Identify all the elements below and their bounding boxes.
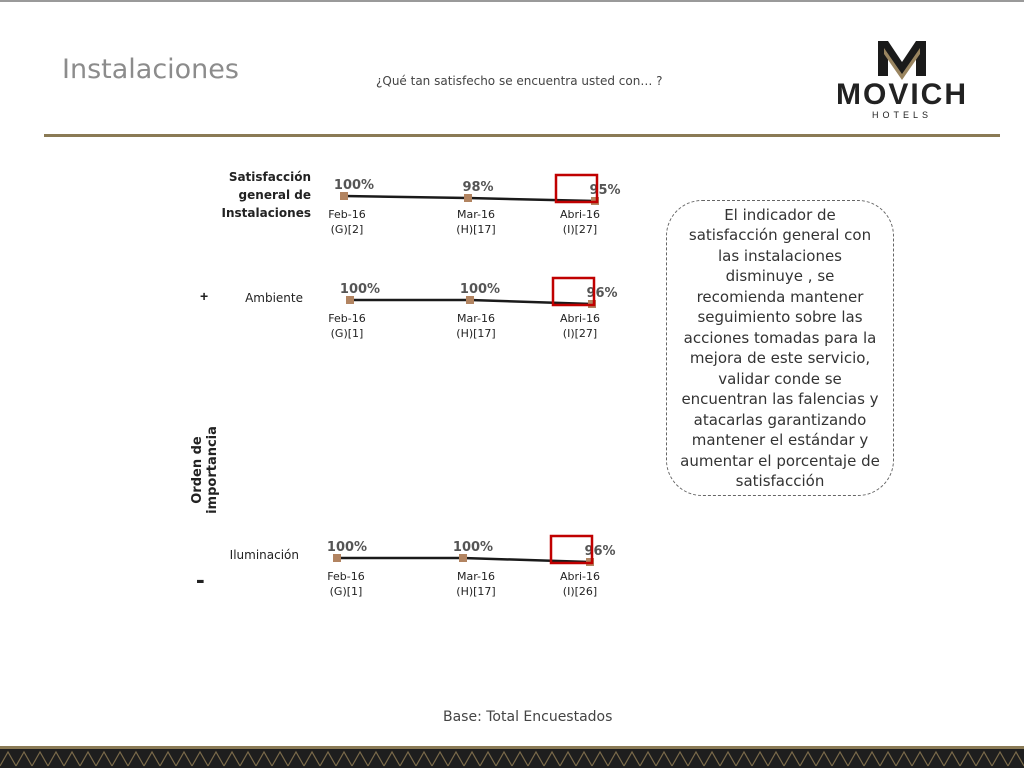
footer-chevron [864,752,880,766]
data-point-1-1 [466,296,474,304]
recommendation-text: El indicador de satisfacción general con las instalaciones disminuye , se recomienda mantener seguimiento sobre las acciones tomadas para la mejora de este servicio, validar conde se encuentran las falencias y atacarlas garantizando mantener el estándar y aumentar el porcentaje de satisfacción [680,205,880,490]
footer-chevron [656,752,672,766]
base-label-0-2: (I)[27] [562,223,598,236]
footer-chevron [336,752,352,766]
header-divider [44,134,1000,137]
decorative-footer-band [0,746,1024,768]
footer-chevron [800,752,816,766]
footer-chevron [960,752,976,766]
base-label-1-2: (I)[27] [562,327,598,340]
footer-chevron [352,752,368,766]
footer-chevron [736,752,752,766]
metric-label-general: Satisfacción general de Instalaciones [221,170,311,220]
footer-chevron [416,752,432,766]
footer-chevron [912,752,928,766]
footer-chevron [496,752,512,766]
data-label-0-1: 98% [462,180,494,195]
data-point-2-1 [459,554,467,562]
metric-label-iluminacion: Iluminación [229,548,299,562]
footer-chevron [208,752,224,766]
footer-chevron [224,752,240,766]
tick-label-0-0: Feb-16 [328,208,366,221]
footer-chevron [784,752,800,766]
data-label-1-1: 100% [459,282,501,297]
tick-label-2-0: Feb-16 [327,570,365,583]
data-point-0-0 [340,192,348,200]
base-label-2-0: (G)[1] [329,585,363,598]
page-title: Instalaciones [62,54,239,85]
footer-chevron [368,752,384,766]
footer-pattern [0,749,1024,768]
footer-chevron [928,752,944,766]
data-point-0-1 [464,194,472,202]
footer-chevron [704,752,720,766]
footer-chevron [240,752,256,766]
footer-chevron [480,752,496,766]
footer-chevron [592,752,608,766]
footer-chevron [880,752,896,766]
footer-chevron [672,752,688,766]
footer-chevron [304,752,320,766]
base-label-2-1: (H)[17] [456,585,496,598]
tick-label-2-1: Mar-16 [456,570,496,583]
data-label-2-0: 100% [326,540,368,555]
footer-chevron [64,752,80,766]
footer-chevron [752,752,768,766]
logo-brand-text: MOVICH [836,78,968,111]
data-label-0-0: 100% [333,178,375,193]
base-label-1-0: (G)[1] [330,327,364,340]
recommendation-note [666,200,894,496]
base-label-0-0: (G)[2] [330,223,364,236]
footer-chevron [608,752,624,766]
footer-chevron [576,752,592,766]
metric-label-ambiente: Ambiente [245,291,303,305]
data-label-1-0: 100% [339,282,381,297]
footer-chevron [528,752,544,766]
footer-chevron [896,752,912,766]
footer-chevron [640,752,656,766]
footer-chevron [512,752,528,766]
footer-chevron [320,752,336,766]
top-border [0,0,1024,2]
data-label-0-2: 95% [589,183,621,198]
footer-chevron [848,752,864,766]
data-label-2-2: 96% [584,544,616,559]
footer-chevron [144,752,160,766]
footer-chevron [16,752,32,766]
footer-chevron [992,752,1008,766]
footer-chevron [272,752,288,766]
base-footnote: Base: Total Encuestados [443,709,613,725]
survey-question: ¿Qué tan satisfecho se encuentra usted con… ? [376,74,663,88]
footer-chevron [720,752,736,766]
footer-chevron [176,752,192,766]
tick-label-0-1: Mar-16 [456,208,496,221]
footer-chevron [160,752,176,766]
data-label-2-1: 100% [452,540,494,555]
base-label-2-2: (I)[26] [562,585,598,598]
footer-chevron [432,752,448,766]
footer-chevron [288,752,304,766]
footer-chevron [112,752,128,766]
data-label-1-2: 96% [586,286,618,301]
footer-chevron [384,752,400,766]
footer-chevron [0,752,16,766]
footer-chevron [976,752,992,766]
trend-charts [300,160,630,610]
footer-chevron [464,752,480,766]
footer-chevron [624,752,640,766]
footer-chevron [768,752,784,766]
axis-minus-sign: - [196,564,205,594]
footer-chevron [560,752,576,766]
footer-chevron [128,752,144,766]
tick-label-1-1: Mar-16 [456,312,496,325]
data-point-2-0 [333,554,341,562]
tick-label-1-0: Feb-16 [328,312,366,325]
footer-chevron [256,752,272,766]
footer-chevron [816,752,832,766]
footer-chevron [688,752,704,766]
movich-logo-icon [812,36,992,122]
data-point-1-0 [346,296,354,304]
footer-chevron [80,752,96,766]
axis-plus-sign: + [200,288,209,304]
footer-chevron [48,752,64,766]
logo-sub-text: HOTELS [871,110,933,120]
base-label-0-1: (H)[17] [456,223,496,236]
footer-chevron [96,752,112,766]
footer-chevron [192,752,208,766]
tick-label-2-2: Abri-16 [559,570,601,583]
footer-chevron [544,752,560,766]
footer-chevron [400,752,416,766]
footer-chevron [832,752,848,766]
footer-chevron [448,752,464,766]
axis-title-importance: Orden de importancia [190,426,220,514]
tick-label-1-2: Abri-16 [559,312,601,325]
base-label-1-1: (H)[17] [456,327,496,340]
movich-logo [812,36,992,122]
tick-label-0-2: Abri-16 [559,208,601,221]
footer-chevron [32,752,48,766]
footer-chevron [944,752,960,766]
footer-chevron [1008,752,1024,766]
